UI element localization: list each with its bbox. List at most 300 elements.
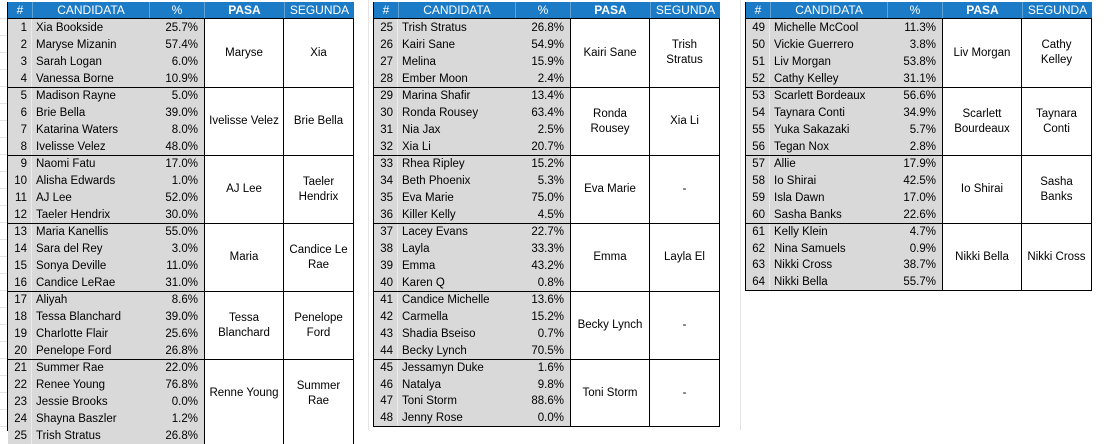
percent-cell[interactable]: 42.5% bbox=[903, 175, 936, 188]
row-number-cell[interactable]: 34 bbox=[374, 173, 398, 190]
row-number-cell[interactable]: 3 bbox=[8, 53, 32, 70]
col-header-pct[interactable]: % bbox=[515, 2, 570, 18]
row-number-cell[interactable]: 54 bbox=[746, 105, 770, 122]
percent-cell[interactable]: 3.8% bbox=[909, 38, 936, 51]
row-number-cell[interactable]: 10 bbox=[8, 173, 32, 190]
percent-cell[interactable]: 55.7% bbox=[903, 275, 936, 288]
percent-cell[interactable]: 0.7% bbox=[537, 327, 564, 340]
percent-cell[interactable]: 26.8% bbox=[531, 21, 564, 34]
pasa-cell[interactable]: Renne Young bbox=[204, 360, 284, 427]
table-row bbox=[746, 88, 942, 105]
header-row bbox=[374, 2, 720, 19]
row-number-cell[interactable]: 15 bbox=[8, 258, 32, 275]
row-number-cell[interactable]: 2 bbox=[8, 36, 32, 53]
percent-cell[interactable]: 22.0% bbox=[165, 362, 198, 375]
candidate-name-cell[interactable]: Tessa Blanchard bbox=[36, 311, 122, 324]
row-number-cell[interactable]: 32 bbox=[374, 138, 398, 155]
candidates-table-1 bbox=[7, 2, 354, 442]
candidate-name-cell[interactable]: Summer Rae bbox=[36, 362, 104, 375]
candidate-name-cell[interactable]: Sasha Banks bbox=[774, 208, 842, 221]
candidate-name-cell[interactable]: Becky Lynch bbox=[402, 344, 467, 357]
percent-cell[interactable]: 15.2% bbox=[531, 158, 564, 171]
candidate-name-cell[interactable]: Ember Moon bbox=[402, 72, 468, 85]
row-number-cell[interactable]: 51 bbox=[746, 53, 770, 70]
col-header-pasa[interactable]: PASA bbox=[204, 2, 284, 18]
table-row bbox=[374, 393, 570, 410]
percent-cell[interactable]: 1.6% bbox=[537, 362, 564, 375]
row-number-cell[interactable]: 53 bbox=[746, 88, 770, 105]
row-number-cell[interactable]: 50 bbox=[746, 36, 770, 53]
row-number-cell[interactable]: 43 bbox=[374, 326, 398, 343]
candidate-rows-block bbox=[746, 224, 942, 290]
segunda-cell[interactable]: Candice Le Rae bbox=[284, 224, 354, 291]
row-number-cell[interactable]: 42 bbox=[374, 309, 398, 326]
pasa-cell[interactable]: Scarlett Bourdeaux bbox=[942, 88, 1022, 155]
row-number-cell[interactable]: 37 bbox=[374, 224, 398, 241]
bracket-group bbox=[374, 223, 720, 291]
percent-cell[interactable]: 30.0% bbox=[165, 208, 198, 221]
table-row bbox=[374, 36, 570, 53]
bracket-group bbox=[8, 87, 354, 155]
segunda-cell[interactable]: Layla El bbox=[650, 224, 720, 291]
table-row bbox=[374, 241, 570, 258]
pasa-cell[interactable]: Maryse bbox=[204, 19, 284, 87]
candidate-rows-block bbox=[374, 360, 570, 426]
row-number-cell[interactable]: 60 bbox=[746, 206, 770, 223]
candidate-name-cell[interactable]: Lacey Evans bbox=[402, 226, 468, 239]
segunda-cell[interactable]: Penelope Ford bbox=[284, 292, 354, 359]
candidate-name-cell[interactable]: Michelle McCool bbox=[774, 21, 859, 34]
percent-cell[interactable]: 2.5% bbox=[537, 123, 564, 136]
candidate-name-cell[interactable]: Nikki Cross bbox=[774, 259, 833, 272]
row-number-cell[interactable]: 16 bbox=[8, 274, 32, 291]
percent-cell[interactable]: 48.0% bbox=[165, 140, 198, 153]
table-row bbox=[746, 274, 942, 291]
row-number-cell[interactable]: 23 bbox=[8, 394, 32, 411]
pasa-cell[interactable]: Emma bbox=[570, 224, 650, 291]
percent-cell[interactable]: 8.0% bbox=[171, 123, 198, 136]
segunda-cell[interactable]: Sasha Banks bbox=[1022, 156, 1092, 223]
percent-cell[interactable]: 5.7% bbox=[909, 123, 936, 136]
row-number-cell[interactable]: 1 bbox=[8, 19, 32, 36]
table-row bbox=[8, 19, 204, 36]
row-number-cell[interactable]: 5 bbox=[8, 88, 32, 105]
percent-cell[interactable]: 0.8% bbox=[537, 276, 564, 289]
col-header-segunda[interactable]: SEGUNDA bbox=[284, 2, 354, 18]
percent-cell[interactable]: 0.9% bbox=[909, 242, 936, 255]
row-number-cell[interactable]: 39 bbox=[374, 258, 398, 275]
table-row bbox=[8, 274, 204, 291]
percent-cell[interactable]: 38.7% bbox=[903, 259, 936, 272]
table-row bbox=[8, 138, 204, 155]
row-number-cell[interactable]: 47 bbox=[374, 393, 398, 410]
candidate-rows-block bbox=[8, 156, 204, 223]
candidate-name-cell[interactable]: Brie Bella bbox=[36, 107, 86, 120]
candidate-name-cell[interactable]: Jessie Brooks bbox=[36, 395, 108, 408]
col-header-segunda[interactable]: SEGUNDA bbox=[1022, 2, 1092, 18]
percent-cell[interactable]: 11.3% bbox=[904, 21, 936, 34]
segunda-cell[interactable]: - bbox=[650, 360, 720, 426]
segunda-cell[interactable]: - bbox=[650, 156, 720, 223]
candidate-name-cell[interactable]: Naomi Fatu bbox=[36, 158, 96, 171]
candidate-name-cell[interactable]: Marina Shafir bbox=[402, 90, 471, 103]
percent-cell[interactable]: 22.6% bbox=[903, 208, 936, 221]
table-row bbox=[8, 173, 204, 190]
pasa-cell[interactable]: Tessa Blanchard bbox=[204, 292, 284, 359]
col-header-candidata[interactable]: CANDIDATA bbox=[398, 2, 515, 18]
candidate-name-cell[interactable]: Alisha Edwards bbox=[36, 175, 116, 188]
percent-cell[interactable]: 57.4% bbox=[165, 38, 198, 51]
candidate-name-cell[interactable]: Jessamyn Duke bbox=[402, 362, 484, 375]
candidate-name-cell[interactable]: Rhea Ripley bbox=[402, 158, 465, 171]
candidate-name-cell[interactable]: Liv Morgan bbox=[774, 55, 831, 68]
percent-cell[interactable]: 22.7% bbox=[531, 226, 564, 239]
percent-cell[interactable]: 55.0% bbox=[165, 226, 198, 239]
table-row bbox=[746, 173, 942, 190]
col-header-num[interactable]: # bbox=[754, 3, 762, 17]
row-number-cell[interactable]: 41 bbox=[374, 292, 398, 309]
percent-cell[interactable]: 63.4% bbox=[531, 107, 564, 120]
percent-cell[interactable]: 1.0% bbox=[171, 175, 198, 188]
bracket-group bbox=[374, 291, 720, 359]
row-number-cell[interactable]: 29 bbox=[374, 88, 398, 105]
candidate-name-cell[interactable]: Emma bbox=[402, 259, 436, 272]
percent-cell[interactable]: 43.2% bbox=[531, 259, 564, 272]
table-row bbox=[374, 70, 570, 87]
candidate-name-cell[interactable]: Carmella bbox=[402, 311, 449, 324]
table-row bbox=[8, 53, 204, 70]
candidate-name-cell[interactable]: Penelope Ford bbox=[36, 344, 112, 357]
candidate-name-cell[interactable]: Shadia Bseiso bbox=[402, 327, 476, 340]
row-number-cell[interactable]: 61 bbox=[746, 224, 770, 241]
percent-cell[interactable]: 25.7% bbox=[165, 21, 198, 34]
candidate-name-cell[interactable]: Sarah Logan bbox=[36, 55, 102, 68]
candidate-name-cell[interactable]: Ivelisse Velez bbox=[36, 140, 106, 153]
segunda-cell[interactable]: Trish Stratus bbox=[650, 19, 720, 87]
candidate-name-cell[interactable]: Natalya bbox=[402, 378, 441, 391]
row-number-cell[interactable]: 20 bbox=[8, 342, 32, 359]
table-row bbox=[374, 53, 570, 70]
candidate-name-cell[interactable]: Kelly Klein bbox=[774, 226, 828, 239]
candidate-name-cell[interactable]: Nia Jax bbox=[402, 123, 441, 136]
segunda-cell[interactable]: - bbox=[650, 292, 720, 359]
candidate-name-cell[interactable]: Ronda Rousey bbox=[402, 107, 479, 120]
percent-cell[interactable]: 56.6% bbox=[903, 90, 936, 103]
percent-cell[interactable]: 15.2% bbox=[531, 311, 564, 324]
percent-cell[interactable]: 54.9% bbox=[531, 38, 564, 51]
percent-cell[interactable]: 70.5% bbox=[531, 344, 564, 357]
candidate-name-cell[interactable]: Allie bbox=[774, 158, 796, 171]
header-row bbox=[8, 2, 354, 19]
candidate-name-cell[interactable]: Beth Phoenix bbox=[402, 175, 471, 188]
row-number-cell[interactable]: 14 bbox=[8, 241, 32, 258]
percent-cell[interactable]: 75.0% bbox=[531, 191, 564, 204]
table-row bbox=[374, 105, 570, 122]
candidate-name-cell[interactable]: Sara del Rey bbox=[36, 243, 103, 256]
candidate-name-cell[interactable]: Isla Dawn bbox=[774, 191, 825, 204]
candidate-rows-block bbox=[746, 88, 942, 155]
percent-cell[interactable]: 17.0% bbox=[903, 191, 936, 204]
candidate-name-cell[interactable]: Melina bbox=[402, 55, 436, 68]
candidate-name-cell[interactable]: Taeler Hendrix bbox=[36, 208, 111, 221]
row-number-cell[interactable]: 21 bbox=[8, 360, 32, 377]
percent-cell[interactable]: 88.6% bbox=[531, 395, 564, 408]
row-number-cell[interactable]: 44 bbox=[374, 342, 398, 359]
table-row bbox=[374, 19, 570, 36]
table-row bbox=[374, 410, 570, 427]
segunda-cell[interactable]: Taynara Conti bbox=[1022, 88, 1092, 155]
row-number-cell[interactable]: 25 bbox=[374, 19, 398, 36]
percent-cell[interactable]: 0.0% bbox=[171, 395, 198, 408]
gap-gridline bbox=[740, 0, 741, 430]
col-header-pct[interactable]: % bbox=[149, 2, 204, 18]
percent-cell[interactable]: 20.7% bbox=[531, 140, 564, 153]
percent-cell[interactable]: 5.0% bbox=[171, 90, 198, 103]
row-number-cell[interactable]: 46 bbox=[374, 377, 398, 394]
candidate-name-cell[interactable]: Katarina Waters bbox=[36, 123, 119, 136]
table-row bbox=[8, 309, 204, 326]
percent-cell[interactable]: 8.6% bbox=[171, 294, 198, 307]
col-header-pasa[interactable]: PASA bbox=[570, 2, 650, 18]
row-number-cell[interactable]: 55 bbox=[746, 122, 770, 139]
candidate-rows-block bbox=[746, 156, 942, 223]
table-row bbox=[8, 292, 204, 309]
left-gridline-strip bbox=[0, 2, 7, 430]
percent-cell[interactable]: 3.0% bbox=[171, 243, 198, 256]
table-row bbox=[8, 224, 204, 241]
pasa-cell[interactable]: Kairi Sane bbox=[570, 19, 650, 87]
table-row bbox=[374, 309, 570, 326]
bracket-group bbox=[374, 359, 720, 427]
pasa-cell[interactable] bbox=[204, 427, 284, 444]
candidate-name-cell[interactable]: Jenny Rose bbox=[402, 411, 463, 424]
row-number-cell[interactable]: 19 bbox=[8, 326, 32, 343]
candidate-name-cell[interactable]: Xia Bookside bbox=[36, 21, 104, 34]
row-number-cell[interactable]: 56 bbox=[746, 138, 770, 155]
row-number-cell[interactable]: 12 bbox=[8, 206, 32, 223]
percent-cell[interactable]: 17.9% bbox=[903, 158, 936, 171]
candidate-name-cell[interactable]: Madison Rayne bbox=[36, 90, 116, 103]
candidate-name-cell[interactable]: Candice Michelle bbox=[402, 294, 490, 307]
row-number-cell[interactable]: 17 bbox=[8, 292, 32, 309]
row-number-cell[interactable]: 48 bbox=[374, 410, 398, 427]
percent-cell[interactable]: 4.5% bbox=[537, 208, 564, 221]
row-number-cell[interactable]: 57 bbox=[746, 156, 770, 173]
percent-cell[interactable]: 53.8% bbox=[903, 55, 936, 68]
row-number-cell[interactable]: 24 bbox=[8, 410, 32, 427]
pasa-cell[interactable]: Ivelisse Velez bbox=[204, 88, 284, 155]
row-number-cell[interactable]: 26 bbox=[374, 36, 398, 53]
candidate-name-cell[interactable]: Trish Stratus bbox=[36, 429, 101, 442]
candidate-name-cell[interactable]: Vickie Guerrero bbox=[774, 38, 854, 51]
candidate-name-cell[interactable]: Charlotte Flair bbox=[36, 327, 109, 340]
candidate-name-cell[interactable]: Candice LeRae bbox=[36, 276, 116, 289]
col-header-candidata[interactable]: CANDIDATA bbox=[770, 2, 887, 18]
segunda-cell[interactable]: Taeler Hendrix bbox=[284, 156, 354, 223]
bracket-group bbox=[746, 19, 1092, 87]
row-number-cell[interactable]: 52 bbox=[746, 70, 770, 87]
candidate-name-cell[interactable]: Cathy Kelley bbox=[774, 72, 839, 85]
row-number-cell[interactable]: 18 bbox=[8, 309, 32, 326]
pasa-cell[interactable]: Ronda Rousey bbox=[570, 88, 650, 155]
col-header-segunda[interactable]: SEGUNDA bbox=[650, 2, 720, 18]
table-row bbox=[746, 206, 942, 223]
pasa-cell[interactable]: Maria bbox=[204, 224, 284, 291]
row-number-cell[interactable]: 13 bbox=[8, 224, 32, 241]
segunda-cell[interactable]: Xia bbox=[284, 19, 354, 87]
bracket-group bbox=[374, 155, 720, 223]
percent-cell[interactable]: 17.0% bbox=[165, 158, 198, 171]
percent-cell[interactable]: 31.0% bbox=[165, 276, 198, 289]
row-number-cell[interactable]: 49 bbox=[746, 19, 770, 36]
table-row bbox=[746, 190, 942, 207]
candidate-name-cell[interactable]: Sonya Deville bbox=[36, 259, 107, 272]
candidate-name-cell[interactable]: Trish Stratus bbox=[402, 21, 467, 34]
percent-cell[interactable]: 10.9% bbox=[165, 72, 198, 85]
row-number-cell[interactable]: 11 bbox=[8, 190, 32, 207]
table-row bbox=[374, 173, 570, 190]
row-number-cell[interactable]: 64 bbox=[746, 274, 770, 291]
row-number-cell[interactable]: 8 bbox=[8, 138, 32, 155]
pasa-cell[interactable]: Eva Marie bbox=[570, 156, 650, 223]
candidate-rows-block bbox=[8, 88, 204, 155]
col-header-num[interactable]: # bbox=[382, 3, 390, 17]
table-row bbox=[8, 105, 204, 122]
percent-cell[interactable]: 52.0% bbox=[165, 191, 198, 204]
candidate-name-cell[interactable]: AJ Lee bbox=[36, 191, 72, 204]
percent-cell[interactable]: 9.8% bbox=[537, 378, 564, 391]
row-number-cell[interactable]: 27 bbox=[374, 53, 398, 70]
row-number-cell[interactable]: 33 bbox=[374, 156, 398, 173]
row-number-cell[interactable]: 22 bbox=[8, 377, 32, 394]
candidate-name-cell[interactable]: Eva Marie bbox=[402, 191, 454, 204]
candidate-name-cell[interactable]: Renee Young bbox=[36, 379, 106, 392]
percent-cell[interactable]: 11.0% bbox=[166, 259, 198, 272]
row-number-cell[interactable]: 63 bbox=[746, 257, 770, 274]
table-row bbox=[746, 105, 942, 122]
percent-cell[interactable]: 2.8% bbox=[909, 140, 936, 153]
percent-cell[interactable]: 6.0% bbox=[171, 55, 198, 68]
row-number-cell[interactable]: 62 bbox=[746, 241, 770, 258]
row-number-cell[interactable]: 35 bbox=[374, 190, 398, 207]
header-row bbox=[746, 2, 1092, 19]
bracket-group bbox=[8, 155, 354, 223]
segunda-cell[interactable]: Nikki Cross bbox=[1022, 224, 1092, 290]
percent-cell[interactable]: 13.4% bbox=[531, 90, 564, 103]
segunda-cell[interactable]: Cathy Kelley bbox=[1022, 19, 1092, 87]
table-row bbox=[374, 274, 570, 291]
col-header-candidata[interactable]: CANDIDATA bbox=[32, 2, 149, 18]
candidate-name-cell[interactable]: Maria Kanellis bbox=[36, 226, 109, 239]
candidate-name-cell[interactable]: Toni Storm bbox=[402, 395, 457, 408]
row-number-cell[interactable]: 45 bbox=[374, 360, 398, 377]
candidate-name-cell[interactable]: Maryse Mizanin bbox=[36, 38, 117, 51]
candidate-name-cell[interactable]: Tegan Nox bbox=[774, 140, 829, 153]
percent-cell[interactable]: 0.0% bbox=[537, 411, 564, 424]
percent-cell[interactable]: 2.4% bbox=[537, 72, 564, 85]
percent-cell[interactable]: 15.9% bbox=[531, 55, 564, 68]
percent-cell[interactable]: 13.6% bbox=[531, 294, 564, 307]
pasa-cell[interactable]: Toni Storm bbox=[570, 360, 650, 426]
pasa-cell[interactable]: Io Shirai bbox=[942, 156, 1022, 223]
percent-cell[interactable]: 1.2% bbox=[171, 412, 198, 425]
bracket-group bbox=[746, 155, 1092, 223]
candidate-name-cell[interactable]: Vanessa Borne bbox=[36, 72, 114, 85]
pasa-cell[interactable]: Becky Lynch bbox=[570, 292, 650, 359]
candidate-name-cell[interactable]: Yuka Sakazaki bbox=[774, 123, 850, 136]
candidate-name-cell[interactable]: Xia Li bbox=[402, 140, 431, 153]
row-number-cell[interactable]: 30 bbox=[374, 105, 398, 122]
table-row bbox=[8, 190, 204, 207]
table-row bbox=[374, 292, 570, 309]
row-number-cell[interactable]: 25 bbox=[8, 427, 32, 444]
table-row bbox=[374, 88, 570, 105]
percent-cell[interactable]: 26.8% bbox=[165, 429, 198, 442]
bracket-group bbox=[8, 291, 354, 359]
candidates-table-2 bbox=[373, 2, 720, 427]
percent-cell[interactable]: 31.1% bbox=[903, 72, 936, 85]
row-number-cell[interactable]: 40 bbox=[374, 274, 398, 291]
row-number-cell[interactable]: 59 bbox=[746, 190, 770, 207]
percent-cell[interactable]: 33.3% bbox=[531, 243, 564, 256]
percent-cell[interactable]: 34.9% bbox=[903, 107, 936, 120]
segunda-cell[interactable]: Xia Li bbox=[650, 88, 720, 155]
candidate-name-cell[interactable]: Kairi Sane bbox=[402, 38, 456, 51]
candidate-name-cell[interactable]: Killer Kelly bbox=[402, 208, 456, 221]
row-number-cell[interactable]: 6 bbox=[8, 105, 32, 122]
candidate-name-cell[interactable]: Shayna Baszler bbox=[36, 412, 117, 425]
table-row bbox=[374, 377, 570, 394]
segunda-cell[interactable] bbox=[284, 427, 354, 444]
row-number-cell[interactable]: 58 bbox=[746, 173, 770, 190]
candidate-name-cell[interactable]: Scarlett Bordeaux bbox=[774, 90, 866, 103]
row-number-cell[interactable]: 28 bbox=[374, 70, 398, 87]
percent-cell[interactable]: 76.8% bbox=[165, 379, 198, 392]
percent-cell[interactable]: 25.6% bbox=[165, 327, 198, 340]
row-number-cell[interactable]: 36 bbox=[374, 206, 398, 223]
pasa-cell[interactable]: Nikki Bella bbox=[942, 224, 1022, 290]
col-header-pct[interactable]: % bbox=[887, 2, 942, 18]
percent-cell[interactable]: 39.0% bbox=[165, 311, 198, 324]
percent-cell[interactable]: 39.0% bbox=[165, 107, 198, 120]
pasa-cell[interactable]: AJ Lee bbox=[204, 156, 284, 223]
pasa-cell[interactable]: Liv Morgan bbox=[942, 19, 1022, 87]
candidate-name-cell[interactable]: Aliyah bbox=[36, 294, 68, 307]
col-header-pasa[interactable]: PASA bbox=[942, 2, 1022, 18]
table-row bbox=[8, 156, 204, 173]
candidate-name-cell[interactable]: Nina Samuels bbox=[774, 242, 846, 255]
candidate-name-cell[interactable]: Nikki Bella bbox=[774, 275, 828, 288]
candidate-name-cell[interactable]: Io Shirai bbox=[774, 175, 817, 188]
table-row bbox=[8, 394, 204, 411]
row-number-cell[interactable]: 31 bbox=[374, 122, 398, 139]
percent-cell[interactable]: 5.3% bbox=[537, 175, 564, 188]
bracket-group bbox=[746, 223, 1092, 291]
row-number-cell[interactable]: 9 bbox=[8, 156, 32, 173]
segunda-cell[interactable]: Brie Bella bbox=[284, 88, 354, 155]
table-row bbox=[374, 138, 570, 155]
candidate-name-cell[interactable]: Taynara Conti bbox=[774, 107, 845, 120]
col-header-num[interactable]: # bbox=[16, 3, 24, 17]
candidate-name-cell[interactable]: Karen Q bbox=[402, 276, 445, 289]
candidate-name-cell[interactable]: Layla bbox=[402, 243, 430, 256]
row-number-cell[interactable]: 7 bbox=[8, 122, 32, 139]
segunda-cell[interactable]: Summer Rae bbox=[284, 360, 354, 427]
percent-cell[interactable]: 4.7% bbox=[909, 226, 936, 239]
row-number-cell[interactable]: 4 bbox=[8, 70, 32, 87]
percent-cell[interactable]: 26.8% bbox=[165, 344, 198, 357]
row-number-cell[interactable]: 38 bbox=[374, 241, 398, 258]
